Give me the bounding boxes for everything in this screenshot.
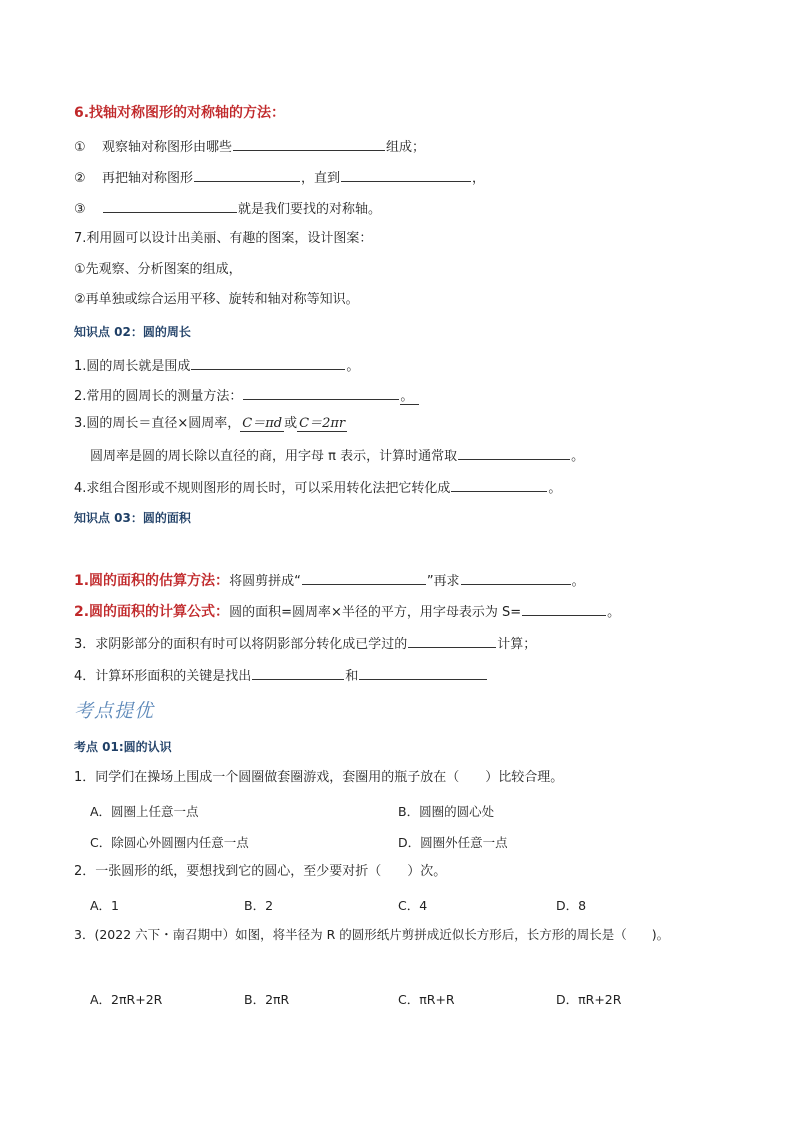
item-text: 4．计算环形面积的关键是找出	[74, 669, 252, 684]
item-text: 观察轴对称图形由哪些	[102, 140, 233, 155]
blank-line[interactable]	[522, 602, 606, 616]
k3-item-4	[74, 666, 488, 685]
item-text: 将圆剪拼成“	[229, 574, 301, 589]
blank-line[interactable]	[359, 666, 487, 680]
item-text: 3.圆的周长＝直径×圆周率，	[74, 416, 241, 431]
item-text: 。	[571, 449, 585, 464]
item-heading: 1.圆的面积的估算方法：	[74, 573, 230, 589]
q3-option-d[interactable]: D．πR+2R	[556, 992, 622, 1007]
q2-option-b[interactable]: B．2	[244, 898, 274, 913]
s6-item-2	[74, 168, 485, 187]
item-heading: 2.圆的面积的计算公式：	[74, 604, 230, 620]
k2-item-1	[74, 356, 359, 375]
item-text: 。	[346, 359, 360, 374]
q3-option-a[interactable]: A．2πR+2R	[90, 992, 163, 1007]
blank-line[interactable]	[194, 168, 300, 182]
item-text: 圆周率是圆的周长除以直径的商，用字母 π 表示，计算时通常取	[90, 449, 458, 464]
q1-option-b[interactable]: B．圆圈的圆心处	[398, 804, 495, 819]
blank-line[interactable]	[451, 478, 547, 492]
item-text: 1.圆的周长就是围成	[74, 359, 191, 374]
s7-item-1: ①先观察、分析图案的组成，	[74, 262, 242, 277]
question-3: 3．(2022 六下・南召期中）如图，将半径为 R 的圆形纸片剪拼成近似长方形后，长方形的周长是（ )。	[74, 927, 670, 942]
question-2: 2．一张圆形的纸，要想找到它的圆心，至少要对折（ ）次。	[74, 864, 447, 879]
item-text: 。	[400, 389, 419, 405]
item-text: 圆的面积=圆周率×半径的平方，用字母表示为 S=	[229, 605, 522, 620]
item-number: ②	[74, 171, 86, 186]
knowledge-02-title: 知识点 02：圆的周长	[74, 325, 191, 339]
blank-line[interactable]	[191, 356, 345, 370]
k3-item-1	[74, 571, 585, 590]
item-text: 4.求组合图形或不规则图形的周长时，可以采用转化法把它转化成	[74, 481, 451, 496]
q1-option-a[interactable]: A．圆圈上任意一点	[90, 804, 199, 819]
item-text: ”再求	[426, 574, 460, 589]
item-text: ，	[472, 171, 486, 186]
blank-line[interactable]	[461, 571, 571, 585]
s6-item-3	[74, 199, 381, 218]
blank-line[interactable]	[458, 446, 570, 460]
item-text: 再把轴对称图形	[102, 171, 194, 186]
item-text: 。	[548, 481, 562, 496]
item-number: ③	[74, 202, 86, 217]
section-6-title: 6.找轴对称图形的对称轴的方法：	[74, 105, 286, 121]
blank-line[interactable]	[302, 571, 426, 585]
q1-option-c[interactable]: C．除圆心外圆圈内任意一点	[90, 835, 249, 850]
q2-option-a[interactable]: A．1	[90, 898, 120, 913]
blank-line[interactable]	[233, 137, 385, 151]
item-number: ①	[74, 140, 86, 155]
blank-line[interactable]	[341, 168, 471, 182]
k2-item-3-note	[90, 446, 584, 465]
item-text: 组成；	[386, 140, 426, 155]
blank-line[interactable]	[252, 666, 344, 680]
k3-item-3	[74, 634, 536, 653]
item-text: 2.常用的圆周长的测量方法：	[74, 389, 243, 404]
k2-item-3	[74, 416, 347, 432]
item-text: 3．求阴影部分的面积有时可以将阴影部分转化成已学过的	[74, 637, 408, 652]
q1-option-d[interactable]: D．圆圈外任意一点	[398, 835, 508, 850]
k2-item-2	[74, 386, 419, 405]
item-text: 。	[607, 605, 621, 620]
kaodian-01-title: 考点 01:圆的认识	[74, 740, 172, 754]
k3-item-2	[74, 602, 620, 621]
question-1: 1．同学们在操场上围成一个圆圈做套圈游戏，套圈用的瓶子放在（ ）比较合理。	[74, 770, 564, 785]
q2-option-c[interactable]: C．4	[398, 898, 428, 913]
blank-line[interactable]	[103, 199, 237, 213]
formula-c-pi-d: C＝πd	[242, 416, 283, 431]
item-text: 和	[345, 669, 359, 684]
s7-item-2: ②再单独或综合运用平移、旋转和轴对称等知识。	[74, 292, 359, 307]
item-text: ，直到	[301, 171, 341, 186]
item-text: 就是我们要找的对称轴。	[238, 202, 382, 217]
k2-item-4	[74, 478, 561, 497]
item-text: 。	[571, 574, 585, 589]
q3-option-b[interactable]: B．2πR	[244, 992, 290, 1007]
formula-c-2-pi-r: C＝2πr	[299, 416, 346, 431]
blank-line[interactable]	[243, 386, 399, 400]
blank-line[interactable]	[408, 634, 496, 648]
q3-option-c[interactable]: C．πR+R	[398, 992, 455, 1007]
item-text: 计算；	[497, 637, 537, 652]
section-header-script: 考点提优	[74, 700, 155, 722]
item-text: 或	[284, 416, 298, 431]
q2-option-d[interactable]: D．8	[556, 898, 587, 913]
knowledge-03-title: 知识点 03：圆的面积	[74, 511, 191, 525]
s6-item-1	[74, 137, 425, 156]
section-7-title: 7.利用圆可以设计出美丽、有趣的图案，设计图案：	[74, 231, 373, 246]
